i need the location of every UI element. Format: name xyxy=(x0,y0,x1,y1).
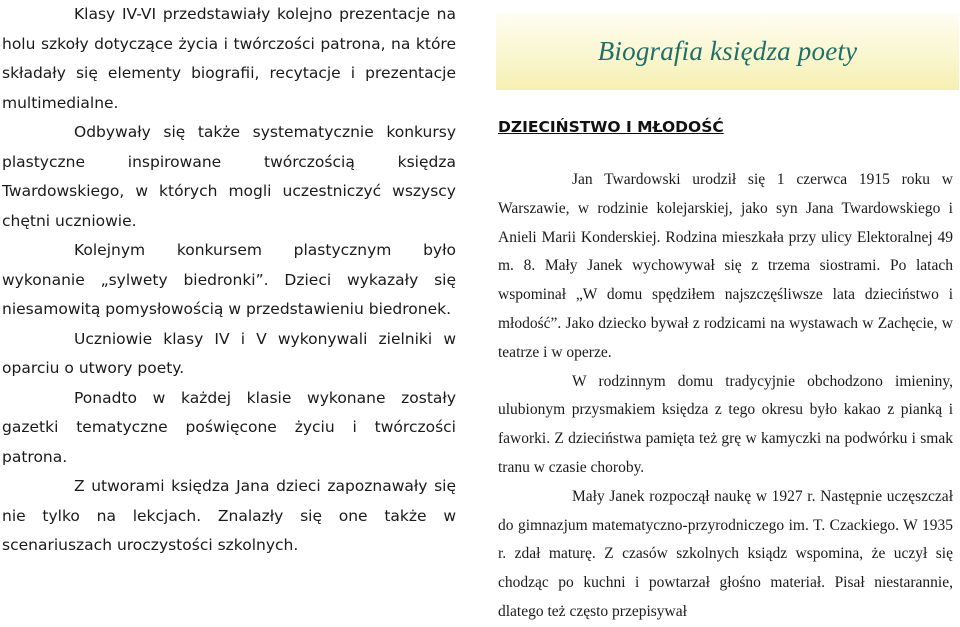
left-paragraph-5: Ponadto w każdej klasie wykonane zostały gazetki tematyczne poświęcone życiu i twórczości patrona. xyxy=(2,388,456,466)
left-paragraph-6: Z utworami księdza Jana dzieci zapoznawały się nie tylko na lekcjach. Znalazły się one także w scenariuszach uroczystości szkolnych. xyxy=(2,477,456,554)
left-paragraph-3: Kolejnym konkursem plastycznym było wykonanie „sylwety biedronki”. Dzieci wykazały się niesamowitą pomysłowością w przedstawieniu biedronek. xyxy=(2,241,456,318)
title-banner xyxy=(496,13,959,90)
left-paragraph-1: Klasy IV-VI przedstawiały kolejno prezentacje na holu szkoły dotyczące życia i twórczości patrona, na które składały się elementy biografii, recytacje i prezentacje multimedialne. xyxy=(2,5,456,112)
left-paragraph-2: Odbywały się także systematycznie konkursy plastyczne inspirowane twórczością księdza Twardowskiego, w których mogli uczestniczyć wszyscy chętni uczniowie. xyxy=(2,123,456,230)
left-paragraph-4: Uczniowie klasy IV i V wykonywali zielniki w oparciu o utwory poety. xyxy=(2,329,456,377)
banner-title: Biografia księdza poety xyxy=(597,36,858,66)
section-heading: DZIECIŃSTWO I MŁODOŚĆ xyxy=(498,118,724,136)
right-paragraph-1: Jan Twardowski urodził się 1 czerwca 1915 roku w Warszawie, w rodzinie kolejarskiej, jako syn Jana Twardowskiego i Anieli Marii Konderskiej. Rodzina mieszkała przy ulicy Elektoralnej 49 m. 8. Mały Janek wychowywał się z trzema siostrami. Po latach wspominał „W domu spędziłem najszczęśliwsze lata dzieciństwo i młodość”. Jako dziecko bywał z rodzicami na wystawach w Zachęcie, w teatrze i w operze. xyxy=(498,171,953,361)
right-paragraph-3: Mały Janek rozpoczął naukę w 1927 r. Następnie uczęszczał do gimnazjum matematyczno-przyrodniczego im. T. Czackiego. W 1935 r. zdał maturę. Z czasów szkolnych ksiądz wspomina, że uczył się chodząc po kuchni i powtarzał głośno materiał. Pisał niestarannie, dlatego też często przepisywał xyxy=(498,487,953,620)
left-column xyxy=(2,0,456,561)
right-column xyxy=(498,166,953,627)
right-paragraph-2: W rodzinnym domu tradycyjnie obchodzono imieniny, ulubionym przysmakiem księdza z tego okresu było kakao z pianką i faworki. Z dzieciństwa pamięta też grę w kamyczki na podwórku i smak tranu w czasie choroby. xyxy=(498,372,953,476)
